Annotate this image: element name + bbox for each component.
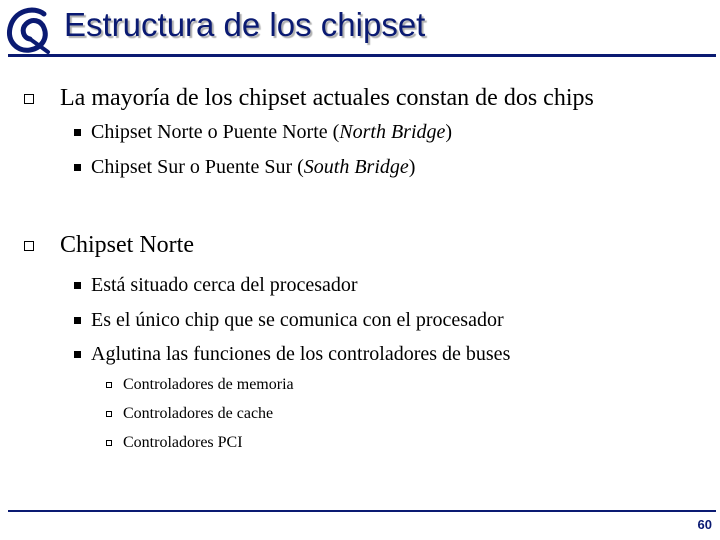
bullet-level3-text: Controladores de cache — [123, 405, 274, 422]
filled-square-bullet-icon — [74, 164, 81, 171]
bullet-level1-text: La mayoría de los chipset actuales constan de dos chips — [60, 85, 594, 111]
bullet-level2-text — [91, 121, 452, 144]
hollow-square-bullet-icon — [24, 94, 34, 104]
bullet-level2-text: Es el único chip que se comunica con el procesador — [91, 309, 504, 331]
filled-square-bullet-icon — [74, 282, 81, 289]
bullet-level2-text — [91, 156, 415, 179]
small-square-bullet-icon — [106, 382, 112, 388]
filled-square-bullet-icon — [74, 351, 81, 358]
footer-divider — [8, 510, 716, 512]
hollow-square-bullet-icon — [24, 241, 34, 251]
text-part: Chipset Sur o Puente Sur ( — [91, 156, 304, 178]
text-part: ) — [445, 121, 453, 143]
small-square-bullet-icon — [106, 411, 112, 417]
text-part: Chipset Norte o Puente Norte ( — [91, 121, 340, 143]
title-divider — [8, 54, 716, 57]
filled-square-bullet-icon — [74, 317, 81, 324]
bullet-level3-text: Controladores de memoria — [123, 376, 294, 393]
bullet-level2-text: Está situado cerca del procesador — [91, 274, 358, 296]
text-part: ) — [408, 156, 416, 178]
italic-text-part: North Bridge — [339, 121, 446, 143]
small-square-bullet-icon — [106, 440, 112, 446]
bullet-level3-text: Controladores PCI — [123, 434, 243, 451]
italic-text-part: South Bridge — [303, 156, 409, 178]
logo-icon — [4, 6, 56, 54]
bullet-level1-text: Chipset Norte — [60, 232, 194, 258]
slide-title: Estructura de los chipset — [64, 6, 426, 43]
filled-square-bullet-icon — [74, 129, 81, 136]
bullet-level2-text: Aglutina las funciones de los controladores de buses — [91, 343, 511, 365]
page-number: 60 — [697, 517, 712, 532]
